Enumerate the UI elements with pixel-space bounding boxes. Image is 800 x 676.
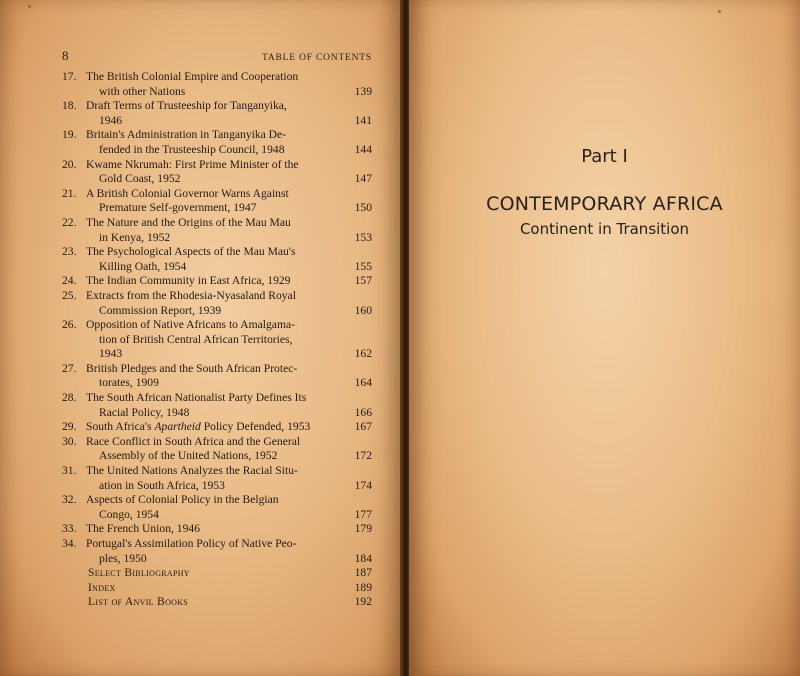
entry-text xyxy=(86,522,336,537)
entry-line: British Pledges and the South African Protec- xyxy=(86,361,298,375)
entry-text xyxy=(86,187,336,216)
entry-text xyxy=(86,464,336,493)
section-subtitle: Continent in Transition xyxy=(519,220,690,238)
toc-entry xyxy=(62,245,372,274)
entry-number: 22. xyxy=(62,215,77,229)
toc-entry xyxy=(62,362,372,391)
entry-line: Draft Terms of Trusteeship for Tanganyika, xyxy=(86,99,287,113)
entry-line: Opposition of Native Africans to Amalgama- xyxy=(86,318,295,332)
toc-entry xyxy=(62,70,372,99)
entry-line: Killing Oath, 1954 xyxy=(99,259,187,273)
entry-page: 172 xyxy=(354,449,372,463)
toc-entry xyxy=(62,158,372,187)
entry-line xyxy=(86,420,336,435)
entry-text xyxy=(86,245,336,274)
entry-text xyxy=(86,70,336,99)
entry-number: 17. xyxy=(62,70,77,83)
entry-line: Assembly of the United Nations, 1952 xyxy=(99,449,278,463)
entry-line: Premature Self-government, 1947 xyxy=(99,201,257,215)
entry-line: The Psychological Aspects of the Mau Mau's xyxy=(86,245,296,259)
entry-line: The British Colonial Empire and Cooperation xyxy=(86,70,299,83)
toc-entry xyxy=(62,318,372,362)
entry-page: 174 xyxy=(354,478,372,492)
reference-label: Select Bibliography xyxy=(88,566,190,580)
entry-number: 23. xyxy=(62,245,77,259)
entry-line: torates, 1909 xyxy=(99,376,159,390)
paper-speck xyxy=(718,10,721,13)
entry-page: 144 xyxy=(354,142,372,156)
entry-number: 28. xyxy=(62,391,77,405)
entry-page: 155 xyxy=(354,259,372,273)
entry-line: Portugal's Assimilation Policy of Native Peo- xyxy=(86,537,297,550)
entry-page: 147 xyxy=(354,172,372,186)
entry-number: 30. xyxy=(62,434,77,448)
entry-line: The Nature and the Origins of the Mau Mau xyxy=(86,215,291,229)
entry-line: Kwame Nkrumah: First Prime Minister of the xyxy=(86,157,299,171)
entry-page: 184 xyxy=(354,551,372,565)
right-page xyxy=(409,0,800,676)
entry-number: 33. xyxy=(62,522,77,536)
entry-page: 166 xyxy=(354,405,372,419)
entry-text xyxy=(86,289,336,318)
entry-number: 31. xyxy=(62,464,77,478)
reference-page: 187 xyxy=(354,566,372,580)
entry-number: 20. xyxy=(62,157,77,171)
entry-line: Britain's Administration in Tanganyika De- xyxy=(86,128,287,142)
entry-page: 153 xyxy=(354,230,372,244)
toc-entry xyxy=(62,420,372,435)
reference-page: 192 xyxy=(354,595,372,609)
entry-text xyxy=(86,274,336,289)
left-page-header xyxy=(62,48,372,64)
entry-page: 179 xyxy=(354,522,372,536)
entry-text xyxy=(86,362,336,391)
entry-line-part: South Africa's xyxy=(86,420,155,434)
toc-entry xyxy=(62,187,372,216)
entry-text xyxy=(86,391,336,420)
entry-line: The Indian Community in East Africa, 1929 xyxy=(86,274,291,288)
entry-line: The French Union, 1946 xyxy=(86,522,200,536)
part-heading: Part I xyxy=(581,146,628,167)
entry-number: 24. xyxy=(62,274,77,288)
toc-entry xyxy=(62,99,372,128)
entry-line: fended in the Trusteeship Council, 1948 xyxy=(99,142,285,156)
entry-number: 32. xyxy=(62,493,77,507)
section-title: CONTEMPORARY AFRICA xyxy=(486,193,723,215)
reference-text xyxy=(88,566,336,581)
page-number: 8 xyxy=(62,48,69,63)
entry-line: 1943 xyxy=(99,347,123,361)
toc-entry xyxy=(62,464,372,493)
entry-text xyxy=(86,216,336,245)
entry-text xyxy=(86,128,336,157)
entry-page: 164 xyxy=(354,376,372,390)
reference-text xyxy=(88,595,336,610)
entry-page: 150 xyxy=(354,201,372,215)
table-of-contents xyxy=(62,70,372,610)
entry-number: 21. xyxy=(62,186,77,200)
entry-text xyxy=(86,420,336,435)
toc-entry xyxy=(62,522,372,537)
toc-entry xyxy=(62,493,372,522)
entry-text xyxy=(86,537,336,566)
toc-entry xyxy=(62,391,372,420)
reference-label: Index xyxy=(88,580,116,594)
toc-entry xyxy=(62,128,372,157)
toc-reference xyxy=(62,581,372,596)
entry-line: The South African Nationalist Party Defines Its xyxy=(86,391,307,405)
reference-text xyxy=(88,581,336,596)
toc-entry xyxy=(62,435,372,464)
entry-text xyxy=(86,493,336,522)
toc-reference xyxy=(62,595,372,610)
entry-number: 29. xyxy=(62,420,77,434)
entry-line: Commission Report, 1939 xyxy=(99,303,222,317)
entry-number: 34. xyxy=(62,537,77,550)
entry-line: tion of British Central African Territories, xyxy=(99,332,293,346)
entry-line: Congo, 1954 xyxy=(99,507,159,521)
entry-number: 27. xyxy=(62,361,77,375)
entry-line: Gold Coast, 1952 xyxy=(99,172,181,186)
entry-text xyxy=(86,318,336,362)
entry-text xyxy=(86,158,336,187)
entry-line: 1946 xyxy=(99,113,123,127)
toc-entry xyxy=(62,289,372,318)
entry-line: ation in South Africa, 1953 xyxy=(99,478,225,492)
reference-page: 189 xyxy=(354,580,372,594)
entry-page: 157 xyxy=(354,274,372,288)
entry-line: Extracts from the Rhodesia-Nyasaland Royal xyxy=(86,288,296,302)
entry-number: 18. xyxy=(62,99,77,113)
entry-number: 19. xyxy=(62,128,77,142)
entry-number: 26. xyxy=(62,318,77,332)
entry-line: The United Nations Analyzes the Racial Situ- xyxy=(86,464,298,478)
entry-line: with other Nations xyxy=(99,84,186,98)
entry-line: Race Conflict in South Africa and the General xyxy=(86,434,301,448)
entry-text xyxy=(86,99,336,128)
entry-line-part: Policy Defended, 1953 xyxy=(200,420,311,434)
entry-text xyxy=(86,435,336,464)
toc-entry xyxy=(62,274,372,289)
entry-number: 25. xyxy=(62,288,77,302)
entry-line: in Kenya, 1952 xyxy=(99,230,171,244)
toc-entry xyxy=(62,216,372,245)
entry-line: Aspects of Colonial Policy in the Belgian xyxy=(86,493,279,507)
entry-page: 139 xyxy=(354,84,372,98)
entry-page: 160 xyxy=(354,303,372,317)
running-head: TABLE OF CONTENTS xyxy=(262,53,372,63)
paper-speck xyxy=(28,5,31,8)
entry-page: 141 xyxy=(354,113,372,127)
toc-reference xyxy=(62,566,372,581)
toc-entry xyxy=(62,537,372,566)
entry-line: Racial Policy, 1948 xyxy=(99,405,190,419)
entry-line: ples, 1950 xyxy=(99,551,147,565)
reference-label: List of Anvil Books xyxy=(88,595,189,609)
entry-page: 162 xyxy=(354,347,372,361)
entry-line-italic: Apartheid xyxy=(154,420,201,434)
entry-page: 177 xyxy=(354,507,372,521)
entry-page: 167 xyxy=(354,420,372,434)
entry-line: A British Colonial Governor Warns Against xyxy=(86,186,289,200)
